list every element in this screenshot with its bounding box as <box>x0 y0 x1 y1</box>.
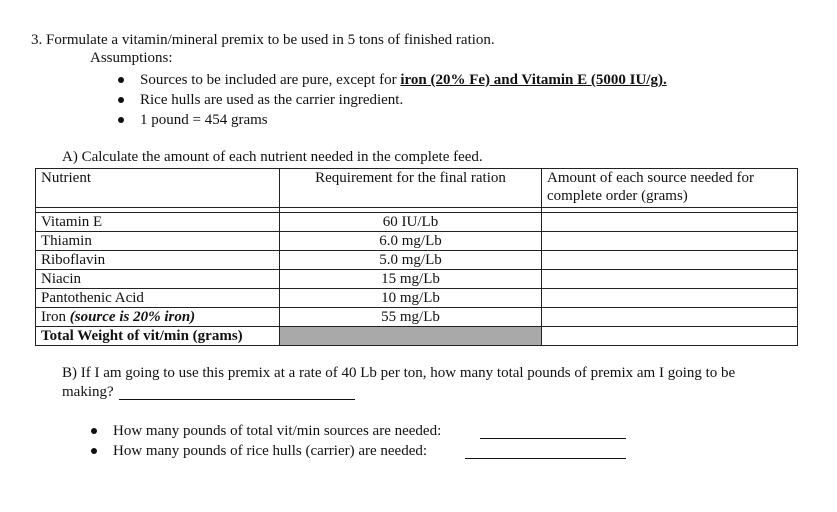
amount-cell[interactable] <box>542 232 798 251</box>
header-requirement: Requirement for the final ration <box>280 169 542 208</box>
assumption-text: Sources to be included are pure, except for <box>140 72 401 88</box>
bullet-icon <box>118 117 124 123</box>
table-row <box>36 213 798 232</box>
amount-cell[interactable] <box>542 213 798 232</box>
assumptions-label: Assumptions: <box>90 50 173 66</box>
requirement-cell: 15 mg/Lb <box>280 270 542 289</box>
answer-blank-vitmin[interactable] <box>480 438 626 439</box>
part-b-bullet-2: How many pounds of rice hulls (carrier) are needed: <box>113 443 428 459</box>
part-b-line1: B) If I am going to use this premix at a rate of 40 Lb per ton, how many total pounds of premix am I going to be <box>62 365 736 381</box>
requirement-cell: 6.0 mg/Lb <box>280 232 542 251</box>
bullet-icon <box>118 77 124 83</box>
requirement-cell: 60 IU/Lb <box>280 213 542 232</box>
nutrient-cell <box>36 308 280 327</box>
answer-blank-premix[interactable] <box>119 399 355 400</box>
nutrient-cell: Pantothenic Acid <box>36 289 280 308</box>
question-title: 3. Formulate a vitamin/mineral premix to be used in 5 tons of finished ration. <box>31 32 495 48</box>
amount-cell[interactable] <box>542 289 798 308</box>
assumption-item-3: 1 pound = 454 grams <box>140 112 268 128</box>
total-amount-cell[interactable] <box>542 327 798 346</box>
bullet-icon <box>118 97 124 103</box>
bullet-icon <box>91 448 97 454</box>
part-a-label: A) Calculate the amount of each nutrient needed in the complete feed. <box>62 149 483 165</box>
bullet-icon <box>91 428 97 434</box>
amount-cell[interactable] <box>542 308 798 327</box>
nutrient-name: Iron <box>41 309 70 325</box>
table-header-row <box>36 169 798 208</box>
amount-cell[interactable] <box>542 251 798 270</box>
nutrient-cell: Thiamin <box>36 232 280 251</box>
requirement-cell: 10 mg/Lb <box>280 289 542 308</box>
shaded-cell <box>280 327 542 346</box>
requirement-cell: 5.0 mg/Lb <box>280 251 542 270</box>
total-label: Total Weight of vit/min (grams) <box>36 327 280 346</box>
nutrient-cell: Niacin <box>36 270 280 289</box>
table-row <box>36 308 798 327</box>
answer-blank-ricehulls[interactable] <box>465 458 626 459</box>
nutrient-table <box>35 168 798 346</box>
assumption-emphasis: iron (20% Fe) and Vitamin E (5000 IU/g). <box>400 72 667 88</box>
table-row <box>36 289 798 308</box>
table-row <box>36 232 798 251</box>
requirement-cell: 55 mg/Lb <box>280 308 542 327</box>
nutrient-note: (source is 20% iron) <box>69 309 196 325</box>
part-b-bullet-1: How many pounds of total vit/min sources are needed: <box>113 423 442 439</box>
total-row <box>36 327 798 346</box>
table-row <box>36 251 798 270</box>
nutrient-cell: Vitamin E <box>36 213 280 232</box>
part-b-line2: making? <box>62 384 114 400</box>
table-row <box>36 270 798 289</box>
amount-cell[interactable] <box>542 270 798 289</box>
header-nutrient: Nutrient <box>36 169 280 208</box>
assumption-item-2: Rice hulls are used as the carrier ingredient. <box>140 92 404 108</box>
assumption-item-1 <box>140 71 667 89</box>
nutrient-cell: Riboflavin <box>36 251 280 270</box>
header-amount: Amount of each source needed for complete order (grams) <box>542 169 798 208</box>
